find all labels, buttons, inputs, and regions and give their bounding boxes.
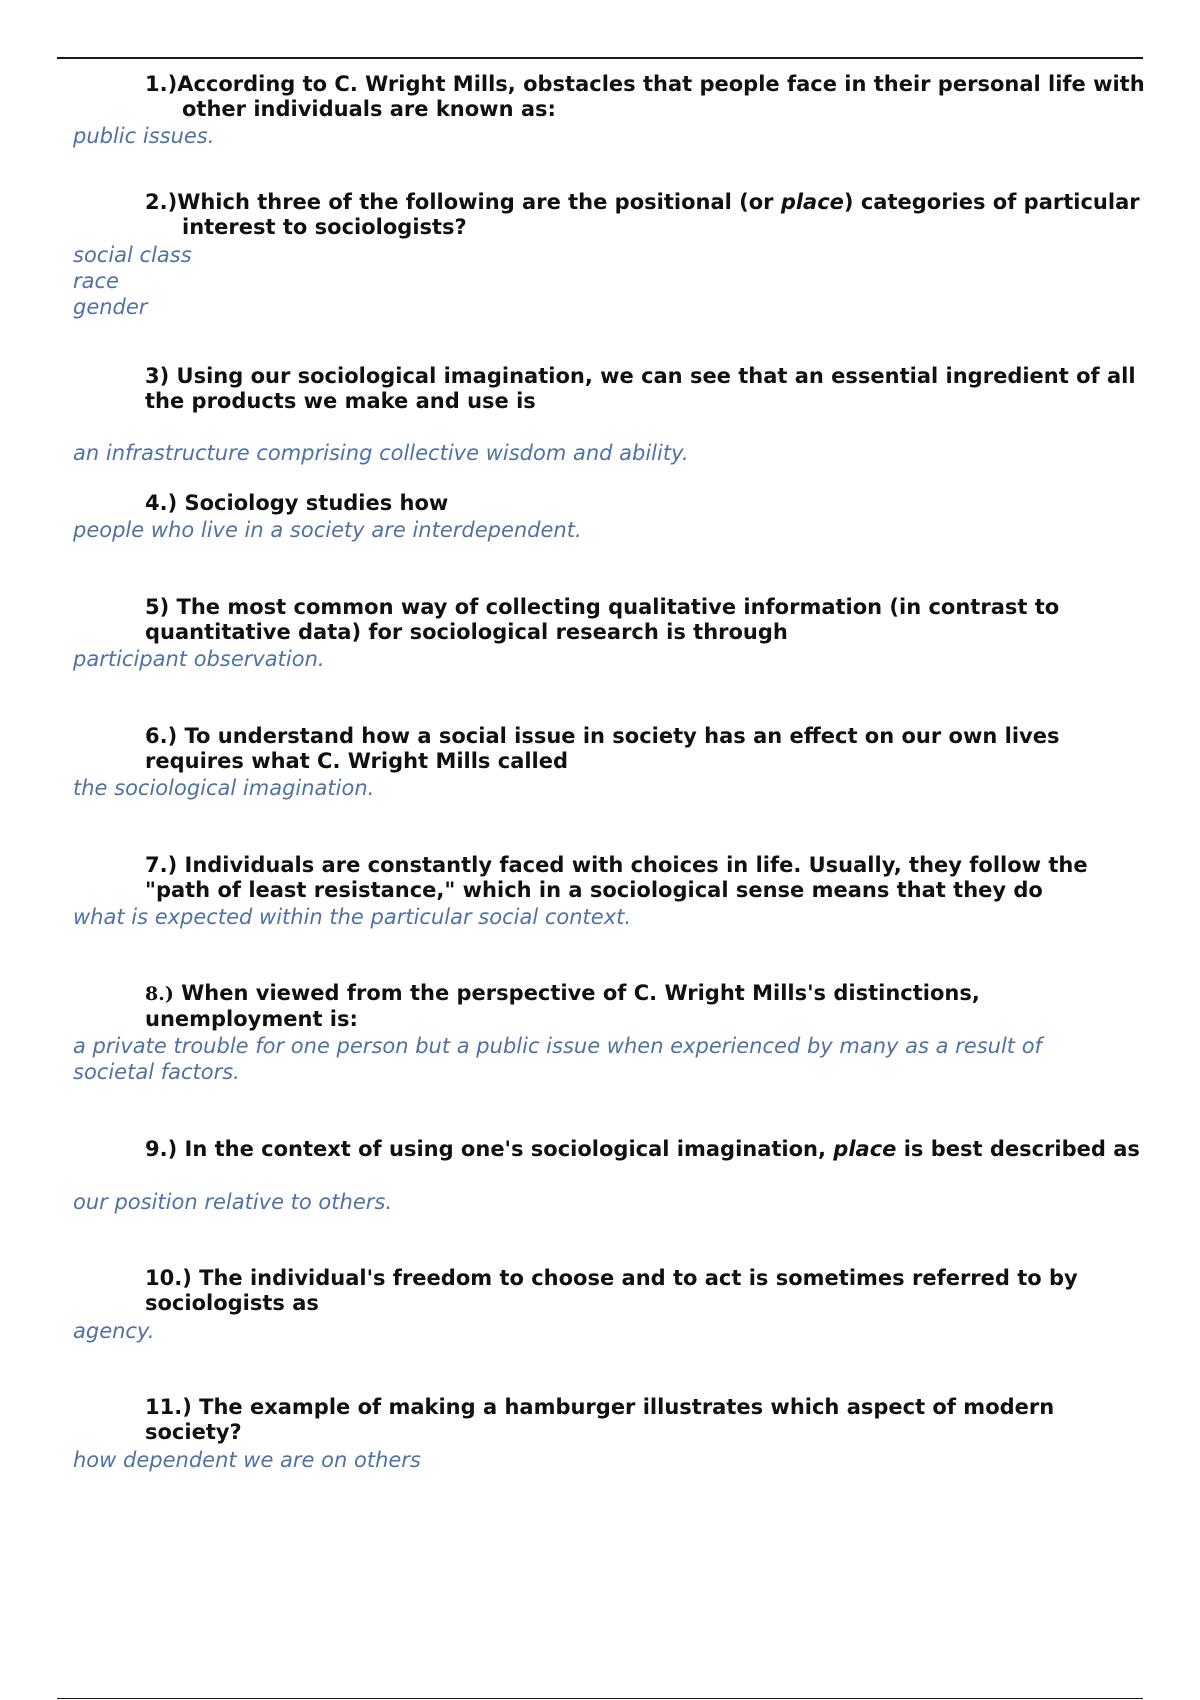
answer-line: our position relative to others. <box>73 1190 392 1214</box>
question-text: When viewed from the perspective of C. Wright Mills's distinctions, unemployment is: <box>145 981 980 1031</box>
bottom-rule <box>57 1698 1143 1699</box>
answer-line: a private trouble for one person but a public issue when experienced by many as a result of societal factors. <box>73 1034 1042 1084</box>
answer-9 <box>73 1189 1120 1215</box>
question-10 <box>145 1266 1152 1316</box>
question-text: According to C. Wright Mills, obstacles that people face in their personal life with other individuals are known as: <box>177 72 1145 121</box>
answer-line: participant observation. <box>73 647 325 671</box>
question-text: In the context of using one's sociological imagination, <box>184 1137 834 1161</box>
question-text: The individual's freedom to choose and to act is sometimes referred to by sociologists as <box>145 1266 1078 1315</box>
answer-line: how dependent we are on others <box>73 1448 421 1472</box>
question-text: To understand how a social issue in society has an effect on our own lives requires what C. Wright Mills called <box>145 724 1060 773</box>
question-number: 11.) <box>145 1395 192 1419</box>
question-emphasis: place <box>833 1137 897 1161</box>
answer-line: agency. <box>73 1319 155 1343</box>
question-number: 6.) <box>145 724 178 748</box>
question-text: Individuals are constantly faced with choices in life. Usually, they follow the "path of least resistance," which in a sociological sense means that they do <box>145 853 1088 902</box>
question-number: 3) <box>145 364 170 388</box>
question-2 <box>145 190 1152 240</box>
question-text: Sociology studies how <box>184 491 449 515</box>
answer-1 <box>73 123 1120 149</box>
question-text: The example of making a hamburger illustrates which aspect of modern society? <box>145 1395 1055 1444</box>
question-number: 1.) <box>145 72 178 96</box>
answer-line: what is expected within the particular social context. <box>73 905 632 929</box>
answer-10 <box>73 1318 1120 1344</box>
top-rule <box>57 57 1143 59</box>
answer-5 <box>73 646 1120 672</box>
question-4 <box>145 491 1152 516</box>
question-text: Using our sociological imagination, we can see that an essential ingredient of all the products we make and use is <box>145 364 1136 413</box>
answer-line: the sociological imagination. <box>73 776 375 800</box>
question-number: 4.) <box>145 491 178 515</box>
answer-line: gender <box>73 295 148 319</box>
question-7 <box>145 853 1152 903</box>
answer-2 <box>73 242 1120 320</box>
question-text-cont: ) categories of particular interest to sociologists? <box>182 190 1140 239</box>
answer-line: race <box>73 269 119 293</box>
answer-line: social class <box>73 243 192 267</box>
answer-11 <box>73 1447 1120 1473</box>
question-8 <box>145 981 1152 1032</box>
question-text: The most common way of collecting qualitative information (in contrast to quantitative data) for sociological research is through <box>145 595 1060 644</box>
question-number: 9.) <box>145 1137 178 1161</box>
answer-7 <box>73 904 1120 930</box>
question-number: 10.) <box>145 1266 192 1290</box>
answer-6 <box>73 775 1120 801</box>
answer-3 <box>73 440 1120 466</box>
question-11 <box>145 1395 1152 1445</box>
answer-line: people who live in a society are interdependent. <box>73 518 582 542</box>
question-3 <box>145 364 1152 414</box>
answer-line: an infrastructure comprising collective wisdom and ability. <box>73 441 689 465</box>
answer-line: public issues. <box>73 124 215 148</box>
question-number: 7.) <box>145 853 178 877</box>
question-emphasis: place <box>780 190 844 214</box>
answer-8 <box>73 1033 1120 1085</box>
question-5 <box>145 595 1152 645</box>
question-1 <box>145 72 1152 122</box>
question-number: 5) <box>145 595 170 619</box>
question-9 <box>73 1137 1152 1162</box>
answer-4 <box>73 517 1120 543</box>
question-text-cont: is best described as <box>896 1137 1140 1161</box>
question-6 <box>145 724 1152 774</box>
question-text: Which three of the following are the positional (or <box>177 190 781 214</box>
question-number: 8.) <box>145 983 174 1005</box>
question-number: 2.) <box>145 190 178 214</box>
